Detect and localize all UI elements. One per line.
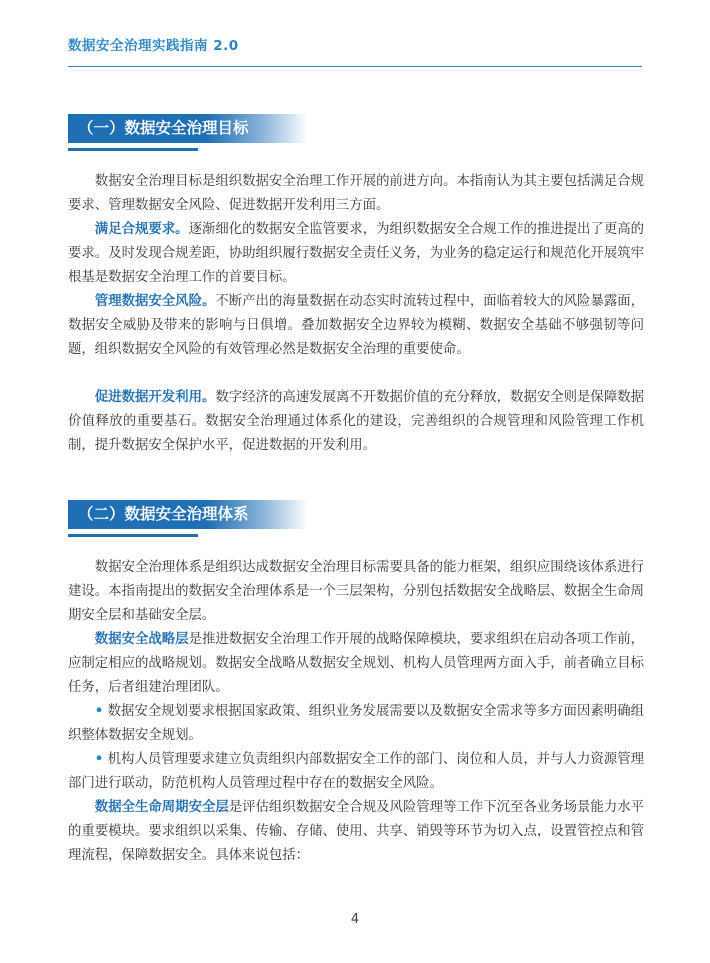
highlight-strategy-layer: 数据安全战略层 — [94, 632, 189, 647]
text-utilization: 数字经济的高速发展离不开数据价值的充分释放，数据安全则是保障数据价值释放的重要基石。数据安全治理通过体系化的建设，完善组织的合规管理和风险管理工作机制，提升数据安全保护水平，促进数据的开发利用。 — [68, 390, 645, 453]
bullet-item-personnel — [68, 748, 644, 796]
paragraph-risk — [68, 290, 644, 362]
paragraph-system-intro: 数据安全治理体系是组织达成数据安全治理目标需要具备的能力框架，组织应围绕该体系进行建设。本指南提出的数据安全治理体系是一个三层架构，分别包括数据安全战略层、数据全生命周期安全层和基础安全层。 — [68, 560, 644, 623]
section-title-goals: （一）数据安全治理目标 — [68, 114, 308, 143]
page-number: 4 — [350, 912, 360, 927]
highlight-lifecycle-layer: 数据全生命周期安全层 — [94, 800, 229, 815]
bullet-dot-icon: • — [94, 704, 104, 719]
paragraph-lifecycle-layer — [68, 796, 644, 868]
bullet-item-planning — [68, 700, 644, 748]
document-header-title: 数据安全治理实践指南 2.0 — [68, 38, 239, 54]
section-title-system: （二）数据安全治理体系 — [68, 500, 308, 529]
bullet-dot-icon: • — [94, 752, 104, 767]
header-divider — [68, 66, 642, 67]
text-strategy-layer: 是推进数据安全治理工作开展的战略保障模块，要求组织在启动各项工作前，应制定相应的战略规划。数据安全战略从数据安全规划、机构人员管理两方面入手，前者确立目标任务，后者组建治理团队。 — [68, 632, 645, 695]
bullet-text-planning: 数据安全规划要求根据国家政策、组织业务发展需要以及数据安全需求等多方面因素明确组织整体数据安全规划。 — [68, 704, 644, 743]
text-lifecycle-layer: 是评估组织数据安全合规及风险管理等工作下沉至各业务场景能力水平的重要模块。要求组织以采集、传输、存储、使用、共享、销毁等环节为切入点，设置管控点和管理流程，保障数据安全。具体来说包括： — [68, 800, 644, 863]
paragraph-compliance — [68, 218, 644, 290]
paragraph-utilization — [68, 386, 644, 458]
highlight-utilization: 促进数据开发利用。 — [94, 390, 216, 405]
text-compliance: 逐渐细化的数据安全监管要求，为组织数据安全合规工作的推进提出了更高的要求。及时发现合规差距，协助组织履行数据安全责任义务，为业务的稳定运行和规范化开展筑牢根基是数据安全治理工作的首要目标。 — [68, 222, 645, 285]
paragraph-goals-intro: 数据安全治理目标是组织数据安全治理工作开展的前进方向。本指南认为其主要包括满足合规要求、管理数据安全风险、促进数据开发利用三方面。 — [68, 174, 644, 213]
paragraph-strategy-layer — [68, 628, 644, 700]
highlight-risk: 管理数据安全风险。 — [94, 294, 216, 309]
text-risk: 不断产出的海量数据在动态实时流转过程中，面临着较大的风险暴露面，数据安全威胁及带来的影响与日俱增。叠加数据安全边界较为模糊、数据安全基础不够强韧等问题，组织数据安全风险的有效管理必然是数据安全治理的重要使命。 — [68, 294, 645, 357]
bullet-text-personnel: 机构人员管理要求建立负责组织内部数据安全工作的部门、岗位和人员，并与人力资源管理部门进行联动，防范机构人员管理过程中存在的数据安全风险。 — [68, 752, 644, 791]
highlight-compliance: 满足合规要求。 — [94, 222, 189, 237]
